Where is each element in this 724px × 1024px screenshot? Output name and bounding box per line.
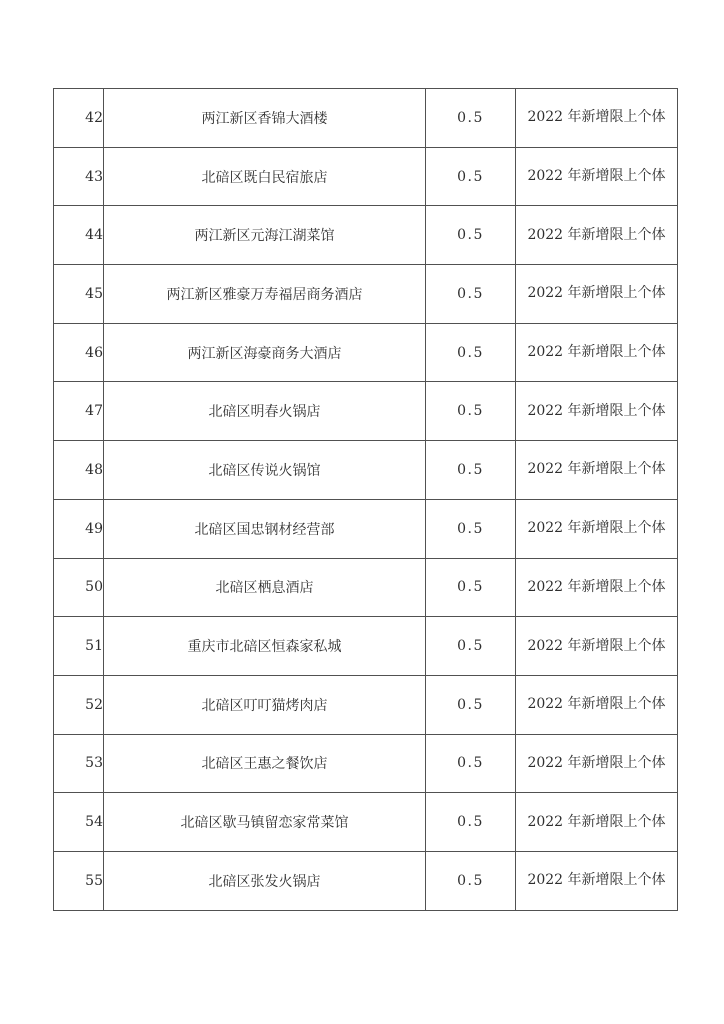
value-cell: 0.5	[426, 734, 516, 793]
business-list-table	[53, 88, 678, 911]
remark-cell: 2022 年新增限上个体	[516, 89, 678, 148]
business-name-cell: 两江新区海豪商务大酒店	[104, 323, 426, 382]
remark-cell: 2022 年新增限上个体	[516, 499, 678, 558]
value-cell: 0.5	[426, 499, 516, 558]
table-body	[54, 89, 678, 911]
row-index-cell: 50	[54, 558, 104, 617]
table-row	[54, 793, 678, 852]
value-cell: 0.5	[426, 265, 516, 324]
business-name-cell: 北碚区栖息酒店	[104, 558, 426, 617]
remark-cell: 2022 年新增限上个体	[516, 323, 678, 382]
business-name-cell: 两江新区元海江湖菜馆	[104, 206, 426, 265]
row-index-cell: 55	[54, 851, 104, 910]
row-index-cell: 51	[54, 617, 104, 676]
remark-cell: 2022 年新增限上个体	[516, 675, 678, 734]
remark-cell: 2022 年新增限上个体	[516, 617, 678, 676]
business-name-cell: 两江新区雅豪万寿福居商务酒店	[104, 265, 426, 324]
remark-cell: 2022 年新增限上个体	[516, 734, 678, 793]
table-row	[54, 441, 678, 500]
row-index-cell: 49	[54, 499, 104, 558]
row-index-cell: 44	[54, 206, 104, 265]
table-row	[54, 617, 678, 676]
row-index-cell: 46	[54, 323, 104, 382]
value-cell: 0.5	[426, 793, 516, 852]
row-index-cell: 43	[54, 147, 104, 206]
table-row	[54, 734, 678, 793]
business-name-cell: 北碚区王惠之餐饮店	[104, 734, 426, 793]
row-index-cell: 45	[54, 265, 104, 324]
business-name-cell: 北碚区叮叮猫烤肉店	[104, 675, 426, 734]
value-cell: 0.5	[426, 851, 516, 910]
remark-cell: 2022 年新增限上个体	[516, 147, 678, 206]
business-name-cell: 北碚区国忠钢材经营部	[104, 499, 426, 558]
value-cell: 0.5	[426, 675, 516, 734]
table-row	[54, 206, 678, 265]
row-index-cell: 53	[54, 734, 104, 793]
table-row	[54, 558, 678, 617]
remark-cell: 2022 年新增限上个体	[516, 441, 678, 500]
row-index-cell: 54	[54, 793, 104, 852]
row-index-cell: 47	[54, 382, 104, 441]
value-cell: 0.5	[426, 323, 516, 382]
remark-cell: 2022 年新增限上个体	[516, 206, 678, 265]
row-index-cell: 48	[54, 441, 104, 500]
remark-cell: 2022 年新增限上个体	[516, 851, 678, 910]
remark-cell: 2022 年新增限上个体	[516, 558, 678, 617]
value-cell: 0.5	[426, 89, 516, 148]
value-cell: 0.5	[426, 558, 516, 617]
business-name-cell: 北碚区传说火锅馆	[104, 441, 426, 500]
remark-cell: 2022 年新增限上个体	[516, 793, 678, 852]
table-row	[54, 89, 678, 148]
value-cell: 0.5	[426, 206, 516, 265]
business-name-cell: 北碚区歇马镇留恋家常菜馆	[104, 793, 426, 852]
business-name-cell: 北碚区既白民宿旅店	[104, 147, 426, 206]
value-cell: 0.5	[426, 147, 516, 206]
row-index-cell: 52	[54, 675, 104, 734]
remark-cell: 2022 年新增限上个体	[516, 265, 678, 324]
value-cell: 0.5	[426, 382, 516, 441]
business-name-cell: 北碚区张发火锅店	[104, 851, 426, 910]
table-row	[54, 675, 678, 734]
table-row	[54, 382, 678, 441]
table-row	[54, 265, 678, 324]
value-cell: 0.5	[426, 617, 516, 676]
value-cell: 0.5	[426, 441, 516, 500]
row-index-cell: 42	[54, 89, 104, 148]
table-row	[54, 851, 678, 910]
table-row	[54, 147, 678, 206]
table-row	[54, 323, 678, 382]
remark-cell: 2022 年新增限上个体	[516, 382, 678, 441]
table-row	[54, 499, 678, 558]
business-name-cell: 两江新区香锦大酒楼	[104, 89, 426, 148]
business-name-cell: 北碚区明春火锅店	[104, 382, 426, 441]
business-name-cell: 重庆市北碚区恒森家私城	[104, 617, 426, 676]
